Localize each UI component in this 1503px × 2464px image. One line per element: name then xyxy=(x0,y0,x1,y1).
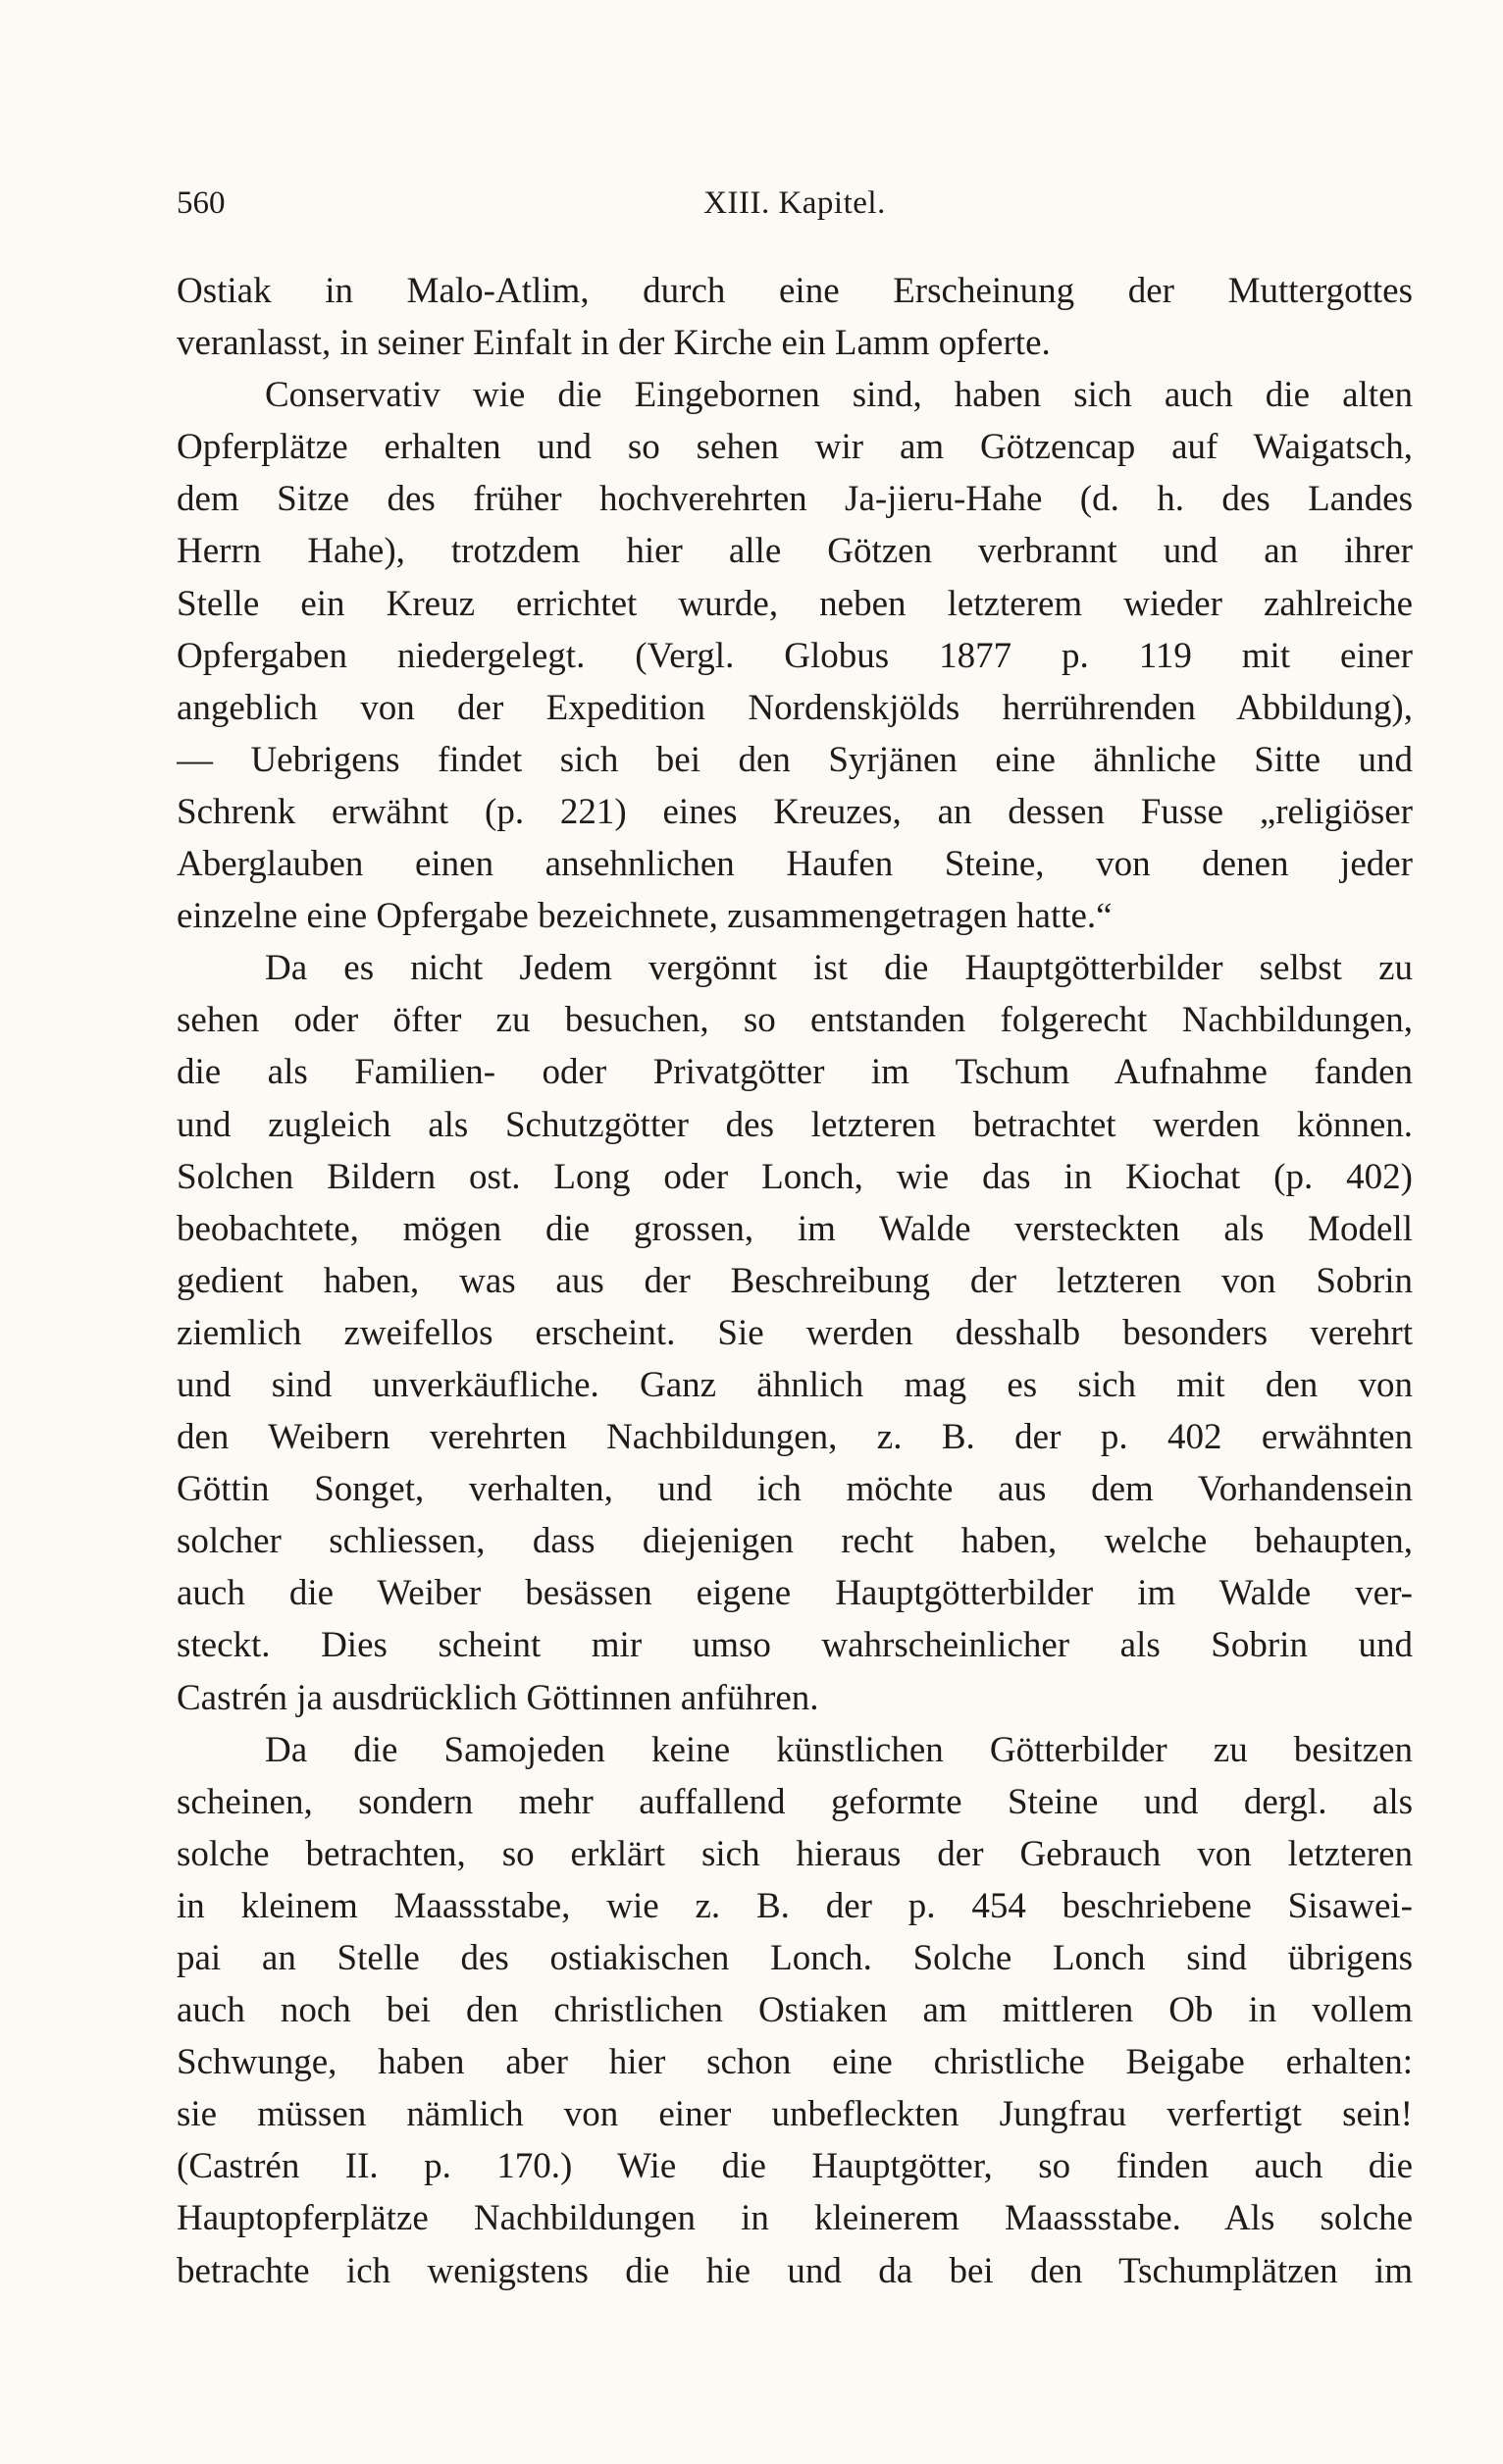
text-line: Conservativ wie die Eingebornen sind, haben sich auch die alten xyxy=(265,375,1413,416)
text-line: solche betrachten, so erklärt sich hieraus der Gebrauch von letzteren xyxy=(177,1833,1413,1874)
text-line: scheinen, sondern mehr auffallend geformte Steine und dergl. als xyxy=(177,1781,1413,1822)
text-line: solcher schliessen, dass diejenigen recht haben, welche behaupten, xyxy=(177,1521,1413,1562)
text-line: ziemlich zweifellos erscheint. Sie werden desshalb besonders verehrt xyxy=(177,1312,1413,1353)
text-line: Ostiak in Malo-Atlim, durch eine Erscheinung der Muttergottes xyxy=(177,271,1413,311)
text-line: beobachtete, mögen die grossen, im Walde versteckten als Modell xyxy=(177,1208,1413,1249)
text-line: betrachte ich wenigstens die hie und da bei den Tschumplätzen im xyxy=(177,2250,1413,2291)
text-line: Stelle ein Kreuz errichtet wurde, neben letzterem wieder zahlreiche xyxy=(177,583,1413,624)
text-line: sehen oder öfter zu besuchen, so entstanden folgerecht Nachbildungen, xyxy=(177,1000,1413,1041)
text-line: Hauptopferplätze Nachbildungen in kleinerem Maassstabe. Als solche xyxy=(177,2198,1413,2239)
text-line: veranlasst, in seiner Einfalt in der Kirche ein Lamm opferte. xyxy=(177,323,1051,364)
text-line: Opfergaben niedergelegt. (Vergl. Globus 1877 p. 119 mit einer xyxy=(177,635,1413,676)
text-line: angeblich von der Expedition Nordenskjölds herrührenden Abbildung), xyxy=(177,687,1413,728)
text-line: Aberglauben einen ansehnlichen Haufen Steine, von denen jeder xyxy=(177,844,1413,885)
chapter-title: XIII. Kapitel. xyxy=(703,185,886,221)
body-text xyxy=(177,265,1413,2297)
text-line: (Castrén II. p. 170.) Wie die Hauptgötter, so finden auch die xyxy=(177,2146,1413,2187)
text-line: Schrenk erwähnt (p. 221) eines Kreuzes, an dessen Fusse „religiöser xyxy=(177,791,1413,832)
text-line: steckt. Dies scheint mir umso wahrscheinlicher als Sobrin und xyxy=(177,1625,1413,1666)
text-line: Solchen Bildern ost. Long oder Lonch, wie das in Kiochat (p. 402) xyxy=(177,1156,1413,1197)
text-line: pai an Stelle des ostiakischen Lonch. Solche Lonch sind übrigens xyxy=(177,1938,1413,1978)
text-line: die als Familien- oder Privatgötter im Tschum Aufnahme fanden xyxy=(177,1052,1413,1093)
text-line: — Uebrigens findet sich bei den Syrjänen eine ähnliche Sitte und xyxy=(177,739,1413,780)
text-line: und zugleich als Schutzgötter des letzteren betrachtet werden können. xyxy=(177,1104,1413,1145)
text-line: auch noch bei den christlichen Ostiaken am mittleren Ob in vollem xyxy=(177,1990,1413,2031)
text-line: Schwunge, haben aber hier schon eine christliche Beigabe erhalten: xyxy=(177,2042,1413,2083)
page-number: 560 xyxy=(177,185,226,221)
text-line: und sind unverkäufliche. Ganz ähnlich mag es sich mit den von xyxy=(177,1364,1413,1405)
text-line: auch die Weiber besässen eigene Hauptgötterbilder im Walde ver- xyxy=(177,1573,1413,1614)
text-line: Göttin Songet, verhalten, und ich möchte aus dem Vorhandensein xyxy=(177,1469,1413,1510)
text-line: Castrén ja ausdrücklich Göttinnen anführen. xyxy=(177,1677,819,1718)
text-line: Herrn Hahe), trotzdem hier alle Götzen verbrannt und an ihrer xyxy=(177,531,1413,572)
text-line: den Weibern verehrten Nachbildungen, z. B. der p. 402 erwähnten xyxy=(177,1417,1413,1458)
text-line: Da die Samojeden keine künstlichen Götterbilder zu besitzen xyxy=(265,1729,1413,1770)
text-line: dem Sitze des früher hochverehrten Ja-jieru-Hahe (d. h. des Landes xyxy=(177,479,1413,520)
text-line: sie müssen nämlich von einer unbefleckten Jungfrau verfertigt sein! xyxy=(177,2094,1413,2135)
text-line: einzelne eine Opfergabe bezeichnete, zusammengetragen hatte.“ xyxy=(177,896,1113,937)
text-line: in kleinem Maassstabe, wie z. B. der p. 454 beschriebene Sisawei- xyxy=(177,1885,1413,1926)
running-head xyxy=(177,179,1413,228)
text-line: gedient haben, was aus der Beschreibung der letzteren von Sobrin xyxy=(177,1260,1413,1301)
text-line: Opferplätze erhalten und so sehen wir am Götzencap auf Waigatsch, xyxy=(177,427,1413,468)
text-line: Da es nicht Jedem vergönnt ist die Hauptgötterbilder selbst zu xyxy=(265,948,1413,989)
